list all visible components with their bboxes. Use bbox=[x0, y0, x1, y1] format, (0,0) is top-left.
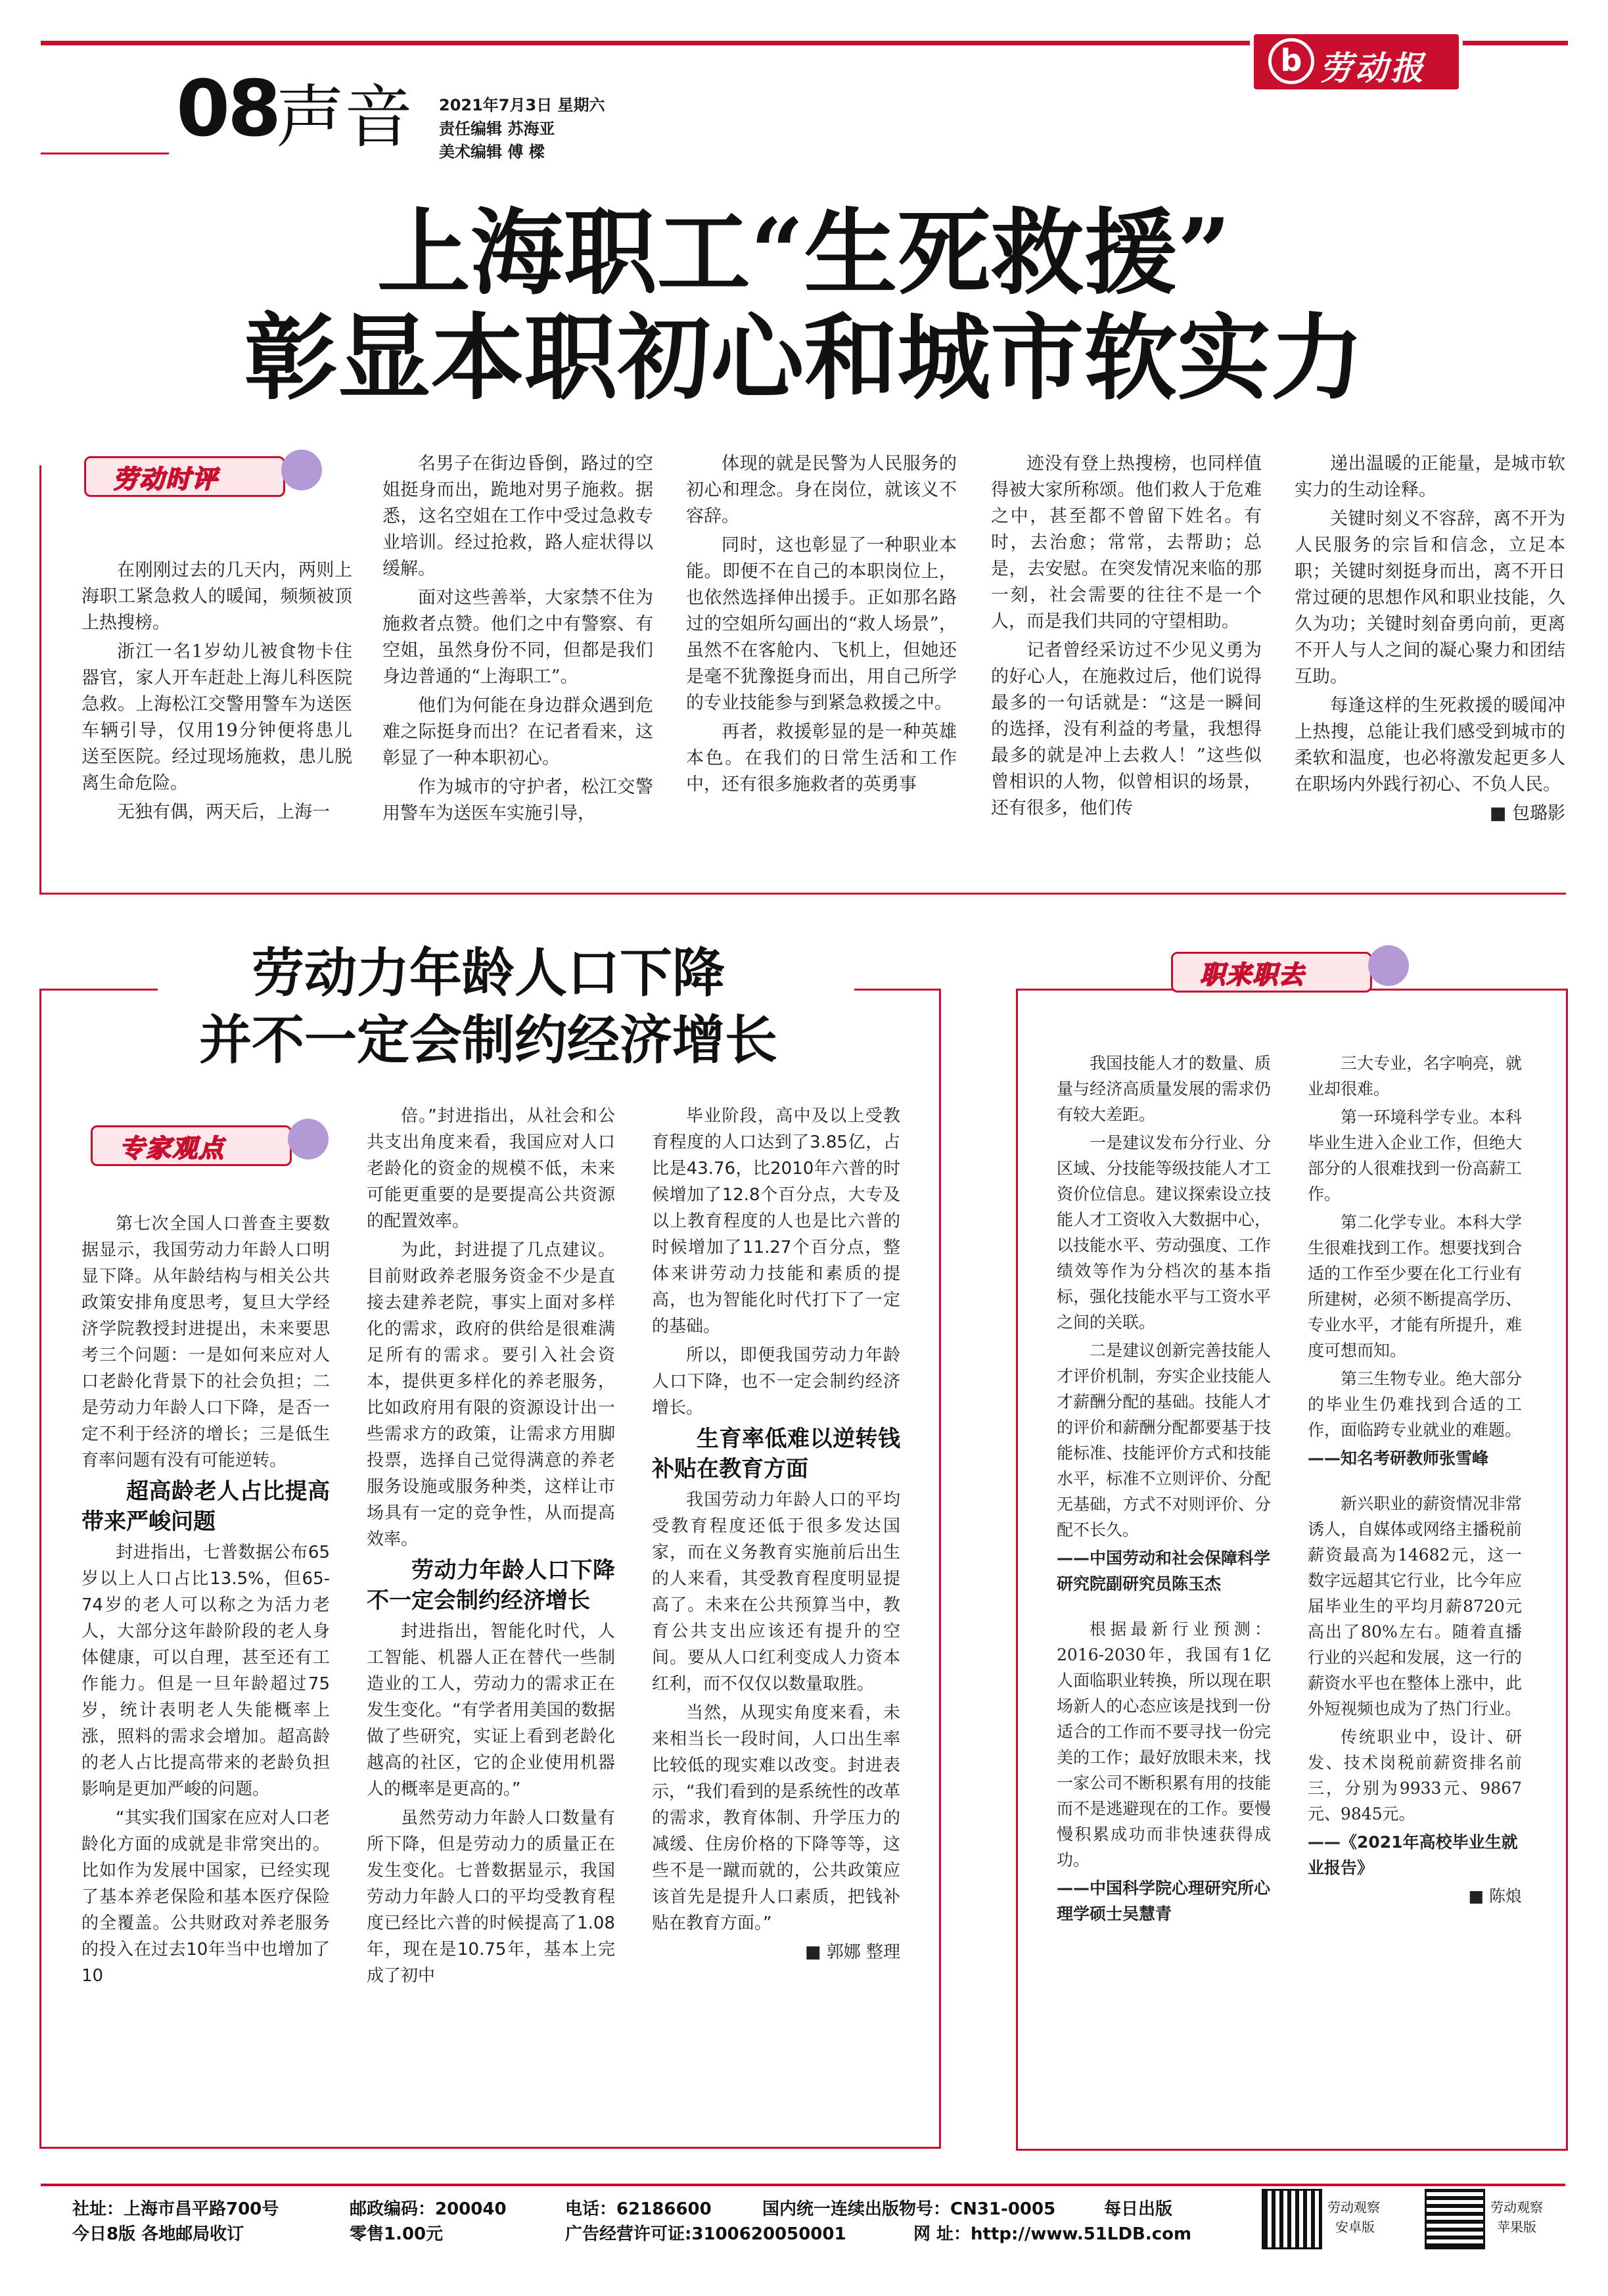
article3-col2 bbox=[1308, 1050, 1522, 1909]
article1-headline-line1: 上海职工“生死救援” bbox=[377, 199, 1231, 308]
article1-col3 bbox=[686, 451, 957, 798]
qr-code-ios[interactable] bbox=[1425, 2189, 1485, 2249]
qr-ios-label1: 劳动观察 bbox=[1490, 2199, 1543, 2215]
footer-daily: 每日出版 bbox=[1104, 2199, 1173, 2219]
logo-icon: b bbox=[1268, 38, 1314, 84]
source-attribution: ——中国劳动和社会保障科学研究院副研究员陈玉杰 bbox=[1057, 1549, 1271, 1593]
badge-label: 职来职去 bbox=[1200, 960, 1306, 989]
article1-badge bbox=[84, 450, 334, 500]
paragraph: 传统职业中，设计、研发、技术岗税前薪资排名前三，分别为9933元、9867元、9845元。 bbox=[1308, 1727, 1522, 1823]
article1-col4 bbox=[991, 451, 1262, 822]
paragraph: 记者曾经采访过不少见义勇为的好心人，在施救过后，他们说得最多的一句话就是：“这是一瞬间的选择，没有利益的考量，我想得最多的就是冲上去救人！”这些似曾相识的人物，似曾相识的场景，还有很多，他们传 bbox=[991, 640, 1262, 818]
footer-phone: 电话：62186600 bbox=[565, 2199, 712, 2219]
microphone-icon bbox=[288, 1119, 329, 1160]
article2-col1 bbox=[81, 1211, 330, 1989]
subheading: 生育率低难以逆转钱补贴在教育方面 bbox=[652, 1426, 900, 1482]
left-masthead-rule bbox=[41, 152, 169, 154]
footer-price: 零售1.00元 bbox=[350, 2224, 444, 2244]
footer-pages: 今日8版 各地邮局收订 bbox=[72, 2224, 244, 2244]
paragraph: 在刚刚过去的几天内，两则上海职工紧急救人的暖闻，频频被顶上热搜榜。 bbox=[81, 560, 352, 633]
article2-headline-line2: 并不一定会制约经济增长 bbox=[199, 1009, 777, 1071]
source-attribution: ——知名考研教师张雪峰 bbox=[1308, 1449, 1489, 1468]
article1-col2 bbox=[382, 451, 653, 827]
badge-label: 专家观点 bbox=[120, 1134, 225, 1163]
paragraph: 同时，这也彰显了一种职业本能。即便不在自己的本职岗位上，也依然选择伸出援手。正如那名路过的空姐所勾画出的“救人场景”，虽然不在客舱内、飞机上，但她还是毫不犹豫挺身而出，用自己所学的专业技能参与到紧急救援之中。 bbox=[686, 535, 957, 713]
paragraph: 三大专业，名字响亮，就业却很难。 bbox=[1308, 1054, 1522, 1098]
paragraph: 每逢这样的生死救援的暖闻冲上热搜，总能让我们感受到城市的柔软和温度，也必将激发起更多人在职场内外践行初心、不负人民。 bbox=[1295, 695, 1565, 795]
top-rule bbox=[41, 41, 1250, 45]
paragraph: “其实我们国家在应对人口老龄化方面的成就是非常突出的。比如作为发展中国家，已经实现了基本养老保险和基本医疗保险的全覆盖。公共财政对养老服务的投入在过去10年当中也增加了10 bbox=[81, 1808, 330, 1986]
paragraph: 再者，救援彰显的是一种英雄本色。在我们的日常生活和工作中，还有很多施救者的英勇事 bbox=[686, 722, 957, 795]
paragraph: 虽然劳动力年龄人口数量有所下降，但是劳动力的质量正在发生变化。七普数据显示，我国劳动力年龄人口的平均受教育程度已经比六普的时候提高了1.08年，现在是10.75年，基本上完成了初中 bbox=[367, 1808, 615, 1986]
paragraph: 一是建议发布分行业、分区域、分技能等级技能人才工资价位信息。建议探索设立技能人才工资收入大数据中心，以技能水平、劳动强度、工作绩效等作为分档次的基本指标，强化技能水平与工资水平之间的关联。 bbox=[1057, 1133, 1271, 1332]
paragraph: 关键时刻义不容辞，离不开为人民服务的宗旨和信念，立足本职；关键时刻挺身而出，离不开日常过硬的思想作风和职业技能，久久为功；关键时刻奋勇向前，更离不开人与人之间的凝心聚力和团结互助。 bbox=[1295, 509, 1565, 687]
paragraph: 第七次全国人口普查主要数据显示，我国劳动力年龄人口明显下降。从年龄结构与相关公共政策安排角度思考，复旦大学经济学院教授封进提出，未来要思考三个问题：一是如何来应对人口老龄化背景下的社会负担；二是劳动力年龄人口下降，是否一定不利于经济的增长；三是低生育率问题有没有可能逆转。 bbox=[81, 1214, 330, 1470]
paragraph: 第三生物专业。绝大部分的毕业生仍难找到合适的工作，面临跨专业就业的难题。 bbox=[1308, 1369, 1522, 1440]
article1-col1 bbox=[81, 557, 352, 826]
issue-date: 2021年7月3日 星期六 bbox=[439, 96, 605, 114]
paragraph: 浙江一名1岁幼儿被食物卡住器官，家人开车赶赴上海儿科医院急救。上海松江交警用警车为送医车辆引导，仅用19分钟便将患儿送至医院。经过现场施救，患儿脱离生命危险。 bbox=[81, 642, 352, 793]
rule-right bbox=[1463, 41, 1568, 45]
byline: ■ 陈烺 bbox=[1468, 1886, 1522, 1906]
footer-address: 社址：上海市昌平路700号 bbox=[72, 2199, 279, 2219]
qr-code-android[interactable] bbox=[1262, 2189, 1322, 2249]
paragraph: 为此，封进提了几点建议。目前财政养老服务资金不少是直接去建养老院，事实上面对多样化的需求，政府的供给是很难满足所有的需求。要引入社会资本，提供更多样化的养老服务，比如政府用有限的资源设计出一些需求方的政策，让需求方用脚投票，选择自己觉得满意的养老服务设施或服务种类，这样让市场具有一定的竞争性，从而提高效率。 bbox=[367, 1240, 615, 1549]
qr-ios-label2: 苹果版 bbox=[1497, 2219, 1536, 2235]
paragraph: 我国技能人才的数量、质量与经济高质量发展的需求仍有较大差距。 bbox=[1057, 1054, 1271, 1124]
article2-headline-line1: 劳动力年龄人口下降 bbox=[252, 942, 725, 1004]
page-number: 08 bbox=[176, 63, 279, 154]
paragraph: 我国劳动力年龄人口的平均受教育程度还低于很多发达国家，而在义务教育实施前后出生的人来看，其受教育程度明显提高了。未来在公共预算当中，教育公共支出应该还有提升的空间。要从人口红利变成人力资本红利，而不仅仅以数量取胜。 bbox=[652, 1490, 900, 1694]
byline: ■ 包璐影 bbox=[1489, 803, 1565, 824]
paragraph: 二是建议创新完善技能人才评价机制，夯实企业技能人才薪酬分配的基础。技能人才的评价和薪酬分配都要基于技能标准、技能评价方式和技能水平，标准不立则评价、分配无基础，方式不对则评价、分配不长久。 bbox=[1057, 1341, 1271, 1539]
article2-col2 bbox=[367, 1103, 615, 1989]
paragraph: 他们为何能在身边群众遇到危难之际挺身而出？在记者看来，这彰显了一种本职初心。 bbox=[382, 695, 653, 768]
art-editor: 美术编辑 傅 樑 bbox=[439, 143, 545, 161]
paragraph: 作为城市的守护者，松江交警用警车为送医车实施引导， bbox=[382, 777, 653, 824]
paragraph: 面对这些善举，大家禁不住为施救者点赞。他们之中有警察、有空姐，虽然身份不同，但都是我们身边普通的“上海职工”。 bbox=[382, 588, 653, 687]
qr-android-label1: 劳动观察 bbox=[1327, 2199, 1380, 2215]
paragraph: 新兴职业的薪资情况非常诱人，自媒体或网络主播税前薪资最高为14682元，这一数字远超其它行业，比今年应届毕业生的平均月薪8720元高出了80%左右。随着直播行业的兴起和发展，这一行的薪资水平也在整体上涨中，此外短视频也成为了热门行业。 bbox=[1308, 1494, 1522, 1718]
byline: ■ 郭娜 整理 bbox=[804, 1942, 900, 1962]
badge-label: 劳动时评 bbox=[113, 465, 219, 494]
paragraph: 封进指出，七普数据公布65岁以上人口占比13.5%，但65-74岁的老人可以称之为活力老人，大部分这年龄阶段的老人身体健康，可以自理，甚至还有工作能力。但是一旦年龄超过75岁，统计表明老人失能概率上涨，照料的需求会增加。超高龄的老人占比提高带来的老龄负担影响是更加严峻的问题。 bbox=[81, 1543, 330, 1799]
microphone-icon bbox=[281, 450, 322, 490]
paragraph: 封进指出，智能化时代，人工智能、机器人正在替代一些制造业的工人，劳动力的需求正在发生变化。“有学者用美国的数据做了些研究，实证上看到老龄化越高的社区，它的企业使用机器人的概率是更高的。” bbox=[367, 1622, 615, 1799]
footer-ad-license: 广告经营许可证:3100620050001 bbox=[565, 2224, 846, 2244]
paragraph: 第二化学专业。本科大学生很难找到工作。想要找到合适的工作至少要在化工行业有所建树，必须不断提高学历、专业水平，才能有所提升，难度可想而知。 bbox=[1308, 1213, 1522, 1360]
paragraph: 倍。”封进指出，从社会和公共支出角度来看，我国应对人口老龄化的资金的规模不低，未来可能更重要的是要提高公共资源的配置效率。 bbox=[367, 1106, 615, 1231]
paragraph: 体现的就是民警为人民服务的初心和理念。身在岗位，就该义不容辞。 bbox=[686, 454, 957, 527]
article2-col3 bbox=[652, 1103, 900, 1965]
footer-rule bbox=[41, 2184, 1565, 2186]
subheading: 超高龄老人占比提高带来严峻问题 bbox=[81, 1478, 330, 1535]
footer-cn-number: 国内统一连续出版物号：CN31-0005 bbox=[762, 2199, 1056, 2219]
paragraph: 所以，即便我国劳动力年龄人口下降，也不一定会制约经济增长。 bbox=[652, 1346, 900, 1418]
article2-badge bbox=[91, 1119, 340, 1169]
source-attribution: ——中国科学院心理研究所心理学硕士吴慧青 bbox=[1057, 1879, 1271, 1923]
subheading: 劳动力年龄人口下降不一定会制约经济增长 bbox=[367, 1557, 615, 1614]
paragraph: 根据最新行业预测：2016-2030年，我国有1亿人面临职业转换，所以现在职场新人的心态应该是找到一份适合的工作而不要寻找一份完美的工作；最好放眼未来，找一家公司不断积累有用的技能而不是逃避现在的工作。要慢慢积累成功而非快速获得成功。 bbox=[1057, 1620, 1271, 1869]
paragraph: 名男子在街边昏倒，路过的空姐挺身而出，跪地对男子施救。据悉，这名空姐在工作中受过急救专业培训。经过抢救，路人症状得以缓解。 bbox=[382, 454, 653, 579]
paragraph: 无独有偶，两天后，上海一 bbox=[117, 802, 330, 822]
qr-android-label2: 安卓版 bbox=[1335, 2219, 1375, 2235]
microphone-icon bbox=[1368, 945, 1409, 986]
footer-postcode: 邮政编码：200040 bbox=[350, 2199, 507, 2219]
paragraph: 迹没有登上热搜榜，也同样值得被大家所称颂。他们救人于危难之中，甚至都不曾留下姓名。有时，去治愈；常常，去帮助；总是，去安慰。在突发情况来临的那一刻，社会需要的往往不是一个人，而是我们共同的守望相助。 bbox=[991, 454, 1262, 632]
section-name: 声音 bbox=[276, 77, 413, 157]
paragraph: 第一环境科学专业。本科毕业生进入企业工作，但绝大部分的人很难找到一份高薪工作。 bbox=[1308, 1108, 1522, 1204]
paragraph: 毕业阶段，高中及以上受教育程度的人口达到了3.85亿，占比是43.76，比2010年六普的时候增加了12.8个百分点，大专及以上教育程度的人也是比六普的时候增加了11.27个百分点，整体来讲劳动力技能和素质的提高，也为智能化时代打下了一定的基础。 bbox=[652, 1106, 900, 1336]
article1-col5 bbox=[1295, 451, 1565, 827]
article3-badge bbox=[1171, 945, 1421, 995]
footer-website: 网 址：http://www.51LDB.com bbox=[913, 2224, 1192, 2244]
paragraph: 当然，从现实角度来看，未来相当长一段时间，人口出生率比较低的现实难以改变。封进表示，“我们看到的是系统性的改革的需求，教育体制、升学压力的减缓、住房价格的下降等等，这些不是一蹴而就的，公共政策应该首先是提升人口素质，把钱补贴在教育方面。” bbox=[652, 1703, 900, 1933]
source-attribution: ——《2021年高校毕业生就业报告》 bbox=[1308, 1833, 1518, 1877]
paragraph: 递出温暖的正能量，是城市软实力的生动诠释。 bbox=[1295, 454, 1565, 500]
responsible-editor: 责任编辑 苏海亚 bbox=[439, 120, 555, 138]
article1-headline-line2: 彰显本职初心和城市软实力 bbox=[244, 304, 1364, 413]
logo-box bbox=[1254, 34, 1459, 89]
paper-name: 劳动报 bbox=[1320, 49, 1426, 87]
article3-col1 bbox=[1057, 1050, 1271, 1927]
